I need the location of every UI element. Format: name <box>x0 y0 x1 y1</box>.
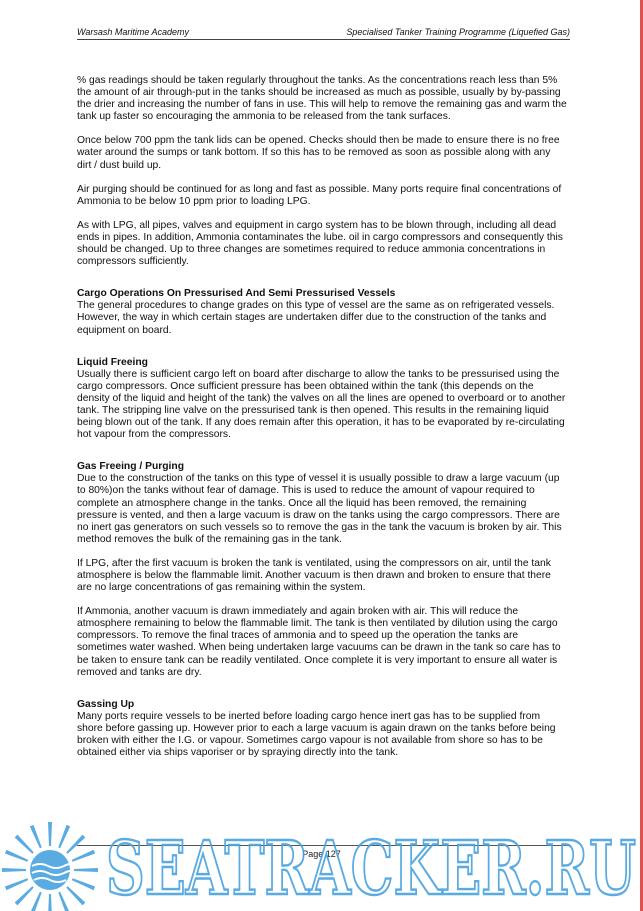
watermark-text <box>104 826 639 908</box>
paragraph: If LPG, after the first vacuum is broken the tank is ventilated, using the compressors on air, until the tank atmosphere is below the flammable limit. Another vacuum is then drawn and broken to ensure that there are no large concentrations of gas remaining within the system. <box>77 557 551 594</box>
paragraph: Many ports require vessels to be inerted before loading cargo hence inert gas has to be supplied from shore before gassing up. However prior to each a large vacuum is again drawn on the tanks before being broken with either the I.G. or vapour. Sometimes cargo vapour is not available from shore so has to be obtained either via ships vaporiser or by spraying directly into the tank. <box>77 710 556 759</box>
paragraph: Due to the construction of the tanks on this type of vessel it is usually possible to draw a large vacuum (up to 80%)on the tanks without fear of damage. This is used to reduce the amount of vapour required to complete an atmosphere change in the tanks. Once all the liquid has been removed, the remaining pressure is vented, and then a large vacuum is draw on the tanks using the cargo compressors. There are no inert gas generators on such vessels so to remove the gas in the tank the vacuum is broken by air. This method removes the bulk of the remaining gas in the tank. <box>77 473 562 545</box>
paragraph: Once below 700 ppm the tank lids can be opened. Checks should then be made to ensure there is no free water around the sumps or tank bottom. If so this has to be removed as soon as possible along with any dirt / dust build up. <box>77 135 560 171</box>
page-number: Page 127 <box>302 849 341 859</box>
header-left: Warsash Maritime Academy <box>77 27 190 37</box>
section-gas-freeing <box>77 461 567 679</box>
section-heading: Gas Freeing / Purging <box>77 461 184 473</box>
paragraph: % gas readings should be taken regularly throughout the tanks. As the concentrations reach less than 5% the amount of air through-put in the tanks should be increased as much as possible, usually by by-passing the drier and increasing the number of fans in use. This will help to remove the remaining gas and warm the tank up faster so encouraging the ammonia to be released from the tank surfaces. <box>77 75 567 123</box>
sun-logo-watermark <box>2 822 98 911</box>
header-right: Specialised Tanker Training Programme (Liquefied Gas) <box>346 27 570 37</box>
body-text <box>77 75 567 771</box>
paragraph: The general procedures to change grades on this type of vessel are the same as on refrigerated vessels. However, the way in which certain stages are undertaken differ due to the construction of the tanks and equipment on board. <box>77 300 555 336</box>
watermark-label: SEATRACKER.RU <box>106 826 636 908</box>
section-heading: Gassing Up <box>77 698 135 710</box>
section-gassing-up <box>77 699 567 759</box>
running-header <box>77 27 570 40</box>
section-heading: Liquid Freeing <box>77 356 148 368</box>
paragraph: If Ammonia, another vacuum is drawn immediately and again broken with air. This will reduce the atmosphere remaining to below the flammable limit. The tank is then ventilated by dilution using the cargo compressors. To remove the final traces of ammonia and to speed up the operation the tanks are sometimes water washed. When being undertaken large vacuums can be drawn in the tank so care has to be taken to ensure tank can be readily ventilated. Once complete it is very important to ensure all water is removed and tanks are dry. <box>77 606 561 678</box>
paragraph: As with LPG, all pipes, valves and equipment in cargo system has to be blown through, including all dead ends in pipes. In addition, Ammonia contaminates the lube. oil in cargo compressors and consequently this should be changed. Up to three changes are sometimes required to reduce ammonia concentrations in compressors sufficiently. <box>77 219 563 268</box>
section-liquid-freeing <box>77 357 567 442</box>
section-heading: Cargo Operations On Pressurised And Semi Pressurised Vessels <box>77 288 396 300</box>
paragraph: Air purging should be continued for as long and fast as possible. Many ports require final concentrations of Ammonia to be below 10 ppm prior to loading LPG. <box>77 183 562 207</box>
paragraph: Usually there is sufficient cargo left on board after discharge to allow the tanks to be pressurised using the cargo compressors. Once sufficient pressure has been obtained within the tank (this depends on the density of the liquid and height of the tank) the valves on all the lines are opened to overboard or to another tank. The stripping line valve on the pressurised tank is then opened. This results in the remaining liquid being blown out of the tank. If any does remain after this operation, it has to be evaporated by re-circulating hot vapour from the compressors. <box>77 368 566 441</box>
section-cargo-operations <box>77 288 567 336</box>
